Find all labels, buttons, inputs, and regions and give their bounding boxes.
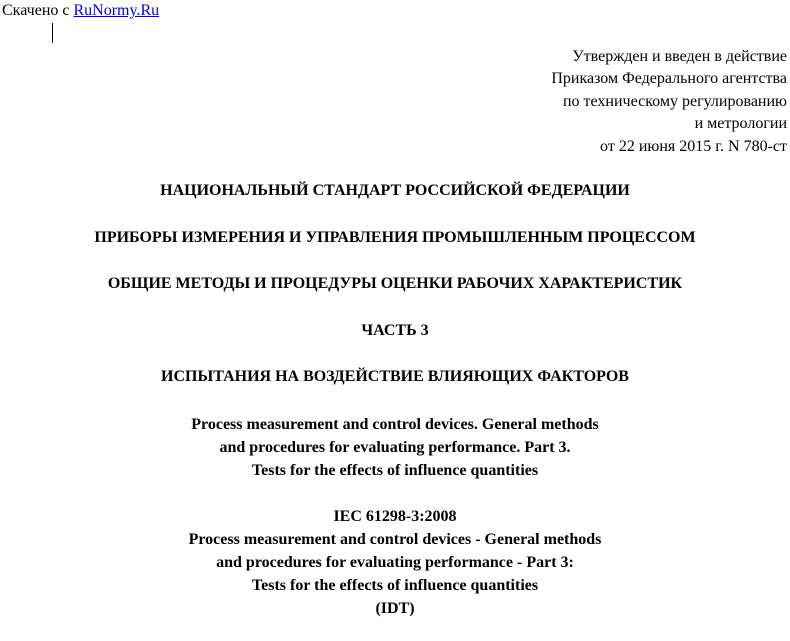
- iec-title-line: Tests for the effects of influence quantities: [251, 577, 539, 594]
- source-prefix: Скачено с: [2, 2, 74, 19]
- source-link[interactable]: RuNormy.Ru: [73, 2, 160, 19]
- approval-line: от 22 июня 2015 г. N 780-ст: [600, 137, 787, 155]
- source-line: [2, 1, 159, 20]
- english-title-line: and procedures for evaluating performance. Part 3.: [219, 439, 571, 456]
- text-cursor: [52, 23, 53, 43]
- heading-tests: ИСПЫТАНИЯ НА ВОЗДЕЙСТВИЕ ВЛИЯЮЩИХ ФАКТОРОВ: [161, 368, 629, 385]
- heading-national-standard: НАЦИОНАЛЬНЫЙ СТАНДАРТ РОССИЙСКОЙ ФЕДЕРАЦИИ: [160, 182, 630, 199]
- heading-devices: ПРИБОРЫ ИЗМЕРЕНИЯ И УПРАВЛЕНИЯ ПРОМЫШЛЕННЫМ ПРОЦЕССОМ: [94, 229, 696, 246]
- iec-code: IEC 61298-3:2008: [333, 508, 457, 525]
- heading-methods: ОБЩИЕ МЕТОДЫ И ПРОЦЕДУРЫ ОЦЕНКИ РАБОЧИХ ХАРАКТЕРИСТИК: [107, 275, 683, 292]
- english-title-line: Process measurement and control devices. General methods: [191, 416, 599, 433]
- approval-line: и метрологии: [694, 115, 787, 133]
- approval-line: Приказом Федерального агентства: [551, 70, 787, 88]
- iec-title-line: and procedures for evaluating performance - Part 3:: [216, 554, 574, 571]
- approval-line: Утвержден и введен в действие: [572, 48, 787, 65]
- iec-title-line: Process measurement and control devices - General methods: [188, 531, 602, 548]
- english-title: [0, 413, 790, 482]
- approval-block: [551, 46, 787, 158]
- iec-block: [0, 505, 790, 620]
- heading-part: ЧАСТЬ 3: [361, 322, 429, 339]
- iec-idt: (IDT): [375, 600, 415, 617]
- approval-line: по техническому регулированию: [562, 92, 787, 110]
- english-title-line: Tests for the effects of influence quantities: [251, 462, 539, 479]
